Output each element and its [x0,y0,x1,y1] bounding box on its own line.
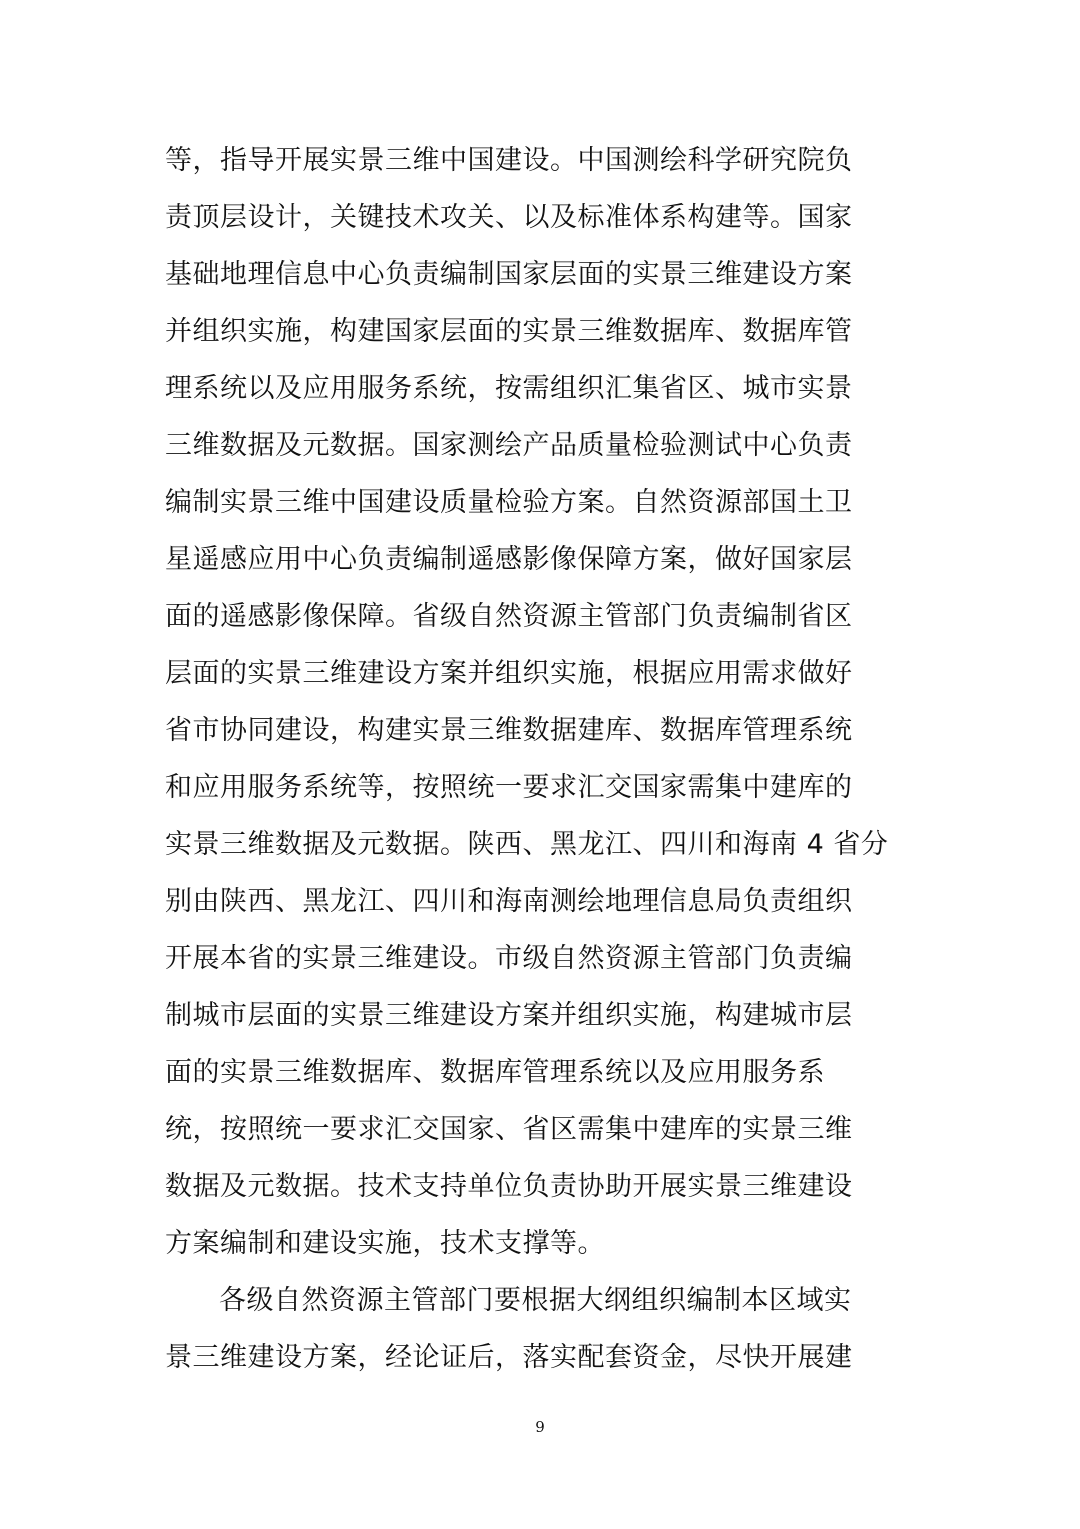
text-line: 别由陕西、黑龙江、四川和海南测绘地理信息局负责组织 [165,886,853,917]
text-line: 编制实景三维中国建设质量检验方案。自然资源部国土卫 [165,487,853,518]
text-line: 并组织实施，构建国家层面的实景三维数据库、数据库管 [165,316,853,347]
text-line: 理系统以及应用服务系统，按需组织汇集省区、城市实景 [165,373,853,404]
text-line: 三维数据及元数据。国家测绘产品质量检验测试中心负责 [165,430,853,461]
body-text [165,132,925,1386]
text-line: 各级自然资源主管部门要根据大纲组织编制本区域实 [219,1285,852,1316]
text-line: 数据及元数据。技术支持单位负责协助开展实景三维建设 [165,1171,853,1202]
text-line: 景三维建设方案，经论证后，落实配套资金，尽快开展建 [165,1342,853,1373]
text-line: 基础地理信息中心负责编制国家层面的实景三维建设方案 [165,259,853,290]
text-line: 和应用服务系统等，按照统一要求汇交国家需集中建库的 [165,772,853,803]
text-line: 开展本省的实景三维建设。市级自然资源主管部门负责编 [165,943,853,974]
text-line: 等，指导开展实景三维中国建设。中国测绘科学研究院负 [165,145,853,176]
text-line: 面的遥感影像保障。省级自然资源主管部门负责编制省区 [165,601,853,632]
paragraph-responsibilities [165,132,925,1272]
text-line: 统，按照统一要求汇交国家、省区需集中建库的实景三维 [165,1114,853,1145]
text-line: 面的实景三维数据库、数据库管理系统以及应用服务系 [165,1057,825,1088]
text-line: 实景三维数据及元数据。陕西、黑龙江、四川和海南 4 省分 [165,829,889,860]
text-line: 省市协同建设，构建实景三维数据建库、数据库管理系统 [165,715,853,746]
text-line: 方案编制和建设实施，技术支撑等。 [165,1228,605,1259]
text-line: 责顶层设计，关键技术攻关、以及标准体系构建等。国家 [165,202,853,233]
text-line: 制城市层面的实景三维建设方案并组织实施，构建城市层 [165,1000,853,1031]
text-line: 层面的实景三维建设方案并组织实施，根据应用需求做好 [165,658,853,689]
page-number: 9 [535,1418,545,1436]
text-line: 星遥感应用中心负责编制遥感影像保障方案，做好国家层 [165,544,853,575]
paragraph-implementation [165,1272,925,1386]
